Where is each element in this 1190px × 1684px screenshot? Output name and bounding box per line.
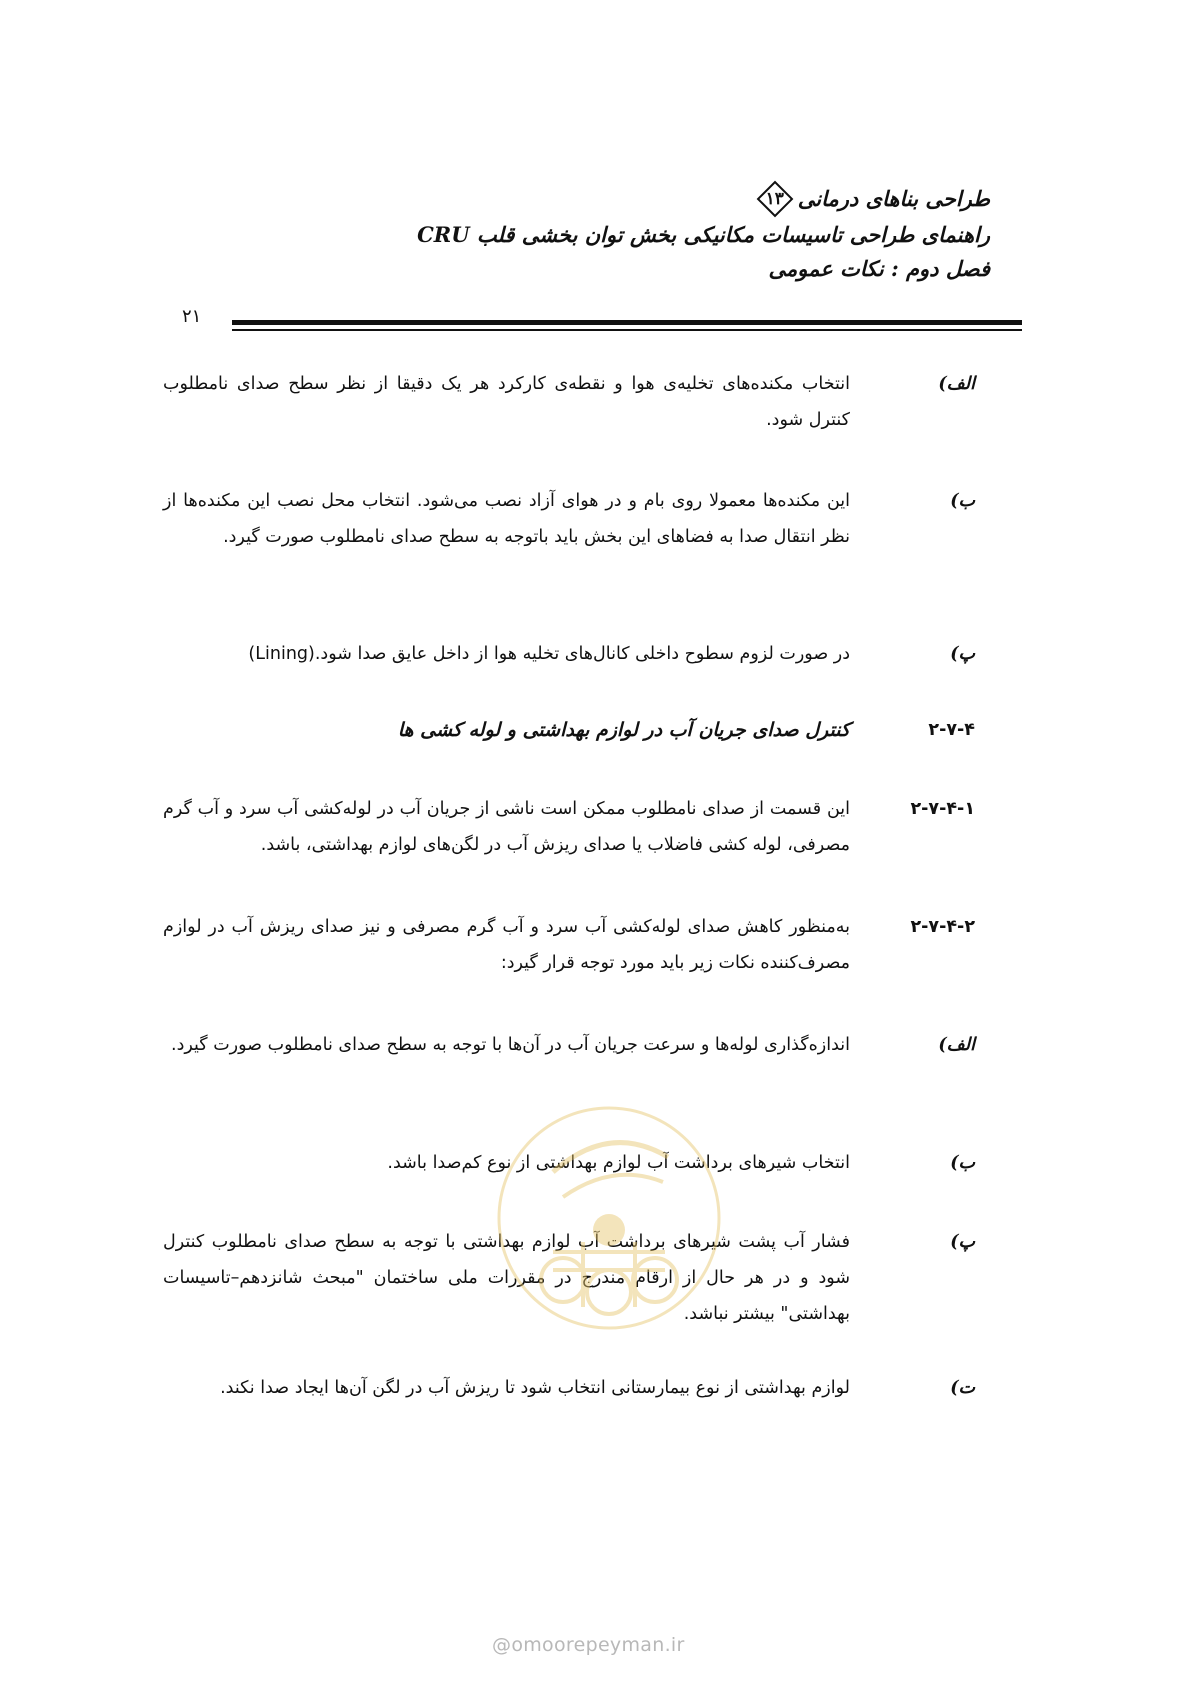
- item-text: انتخاب شیرهای برداشت آب لوازم بهداشتی از نوع کم‌صدا باشد.: [387, 1153, 850, 1173]
- item-text: به‌منظور کاهش صدای لوله‌کشی آب سرد و آب گرم مصرفی و نیز صدای ریزش آب در لوازم مصرف‌کننده نکات زیر باید مورد توجه قرار گیرد:: [163, 917, 850, 973]
- item-label: پ): [950, 1232, 975, 1252]
- list-item: [163, 909, 975, 989]
- watermark-site-text: omoorepeyman.ir: [511, 1634, 685, 1656]
- section-heading: [163, 712, 975, 752]
- page-header: [290, 180, 990, 286]
- watermark-site: [492, 1634, 685, 1656]
- header-rule-thick: [232, 320, 1022, 325]
- series-number: ۱۳: [765, 189, 784, 209]
- header-chapter-title: فصل دوم : نکات عمومی: [768, 256, 990, 281]
- list-item: [163, 791, 975, 871]
- at-icon: @: [492, 1634, 512, 1656]
- item-label: ت): [950, 1378, 975, 1398]
- watermark-logo: [493, 1102, 725, 1334]
- page-number: ۲۱: [182, 306, 202, 327]
- item-text: در صورت لزوم سطوح داخلی کانال‌های تخلیه هوا از داخل عایق صدا شود.(Lining): [248, 644, 850, 664]
- item-text: اندازه‌گذاری لوله‌ها و سرعت جریان آب در آن‌ها با توجه به سطح صدای نامطلوب صورت گیرد.: [171, 1035, 850, 1055]
- header-rule-thin: [232, 329, 1022, 331]
- item-text: لوازم بهداشتی از نوع بیمارستانی انتخاب شود تا ریزش آب در لگن آن‌ها ایجاد صدا نکند.: [220, 1378, 850, 1398]
- item-label: ب): [950, 491, 975, 511]
- item-text: این مکنده‌ها معمولا روی بام و در هوای آزاد نصب می‌شود. انتخاب محل نصب این مکنده‌ها از نظر انتقال صدا به فضاهای این بخش باید باتوجه به سطح صدای نامطلوب صورت گیرد.: [163, 491, 850, 547]
- item-label: ب): [950, 1153, 975, 1173]
- item-label: پ): [950, 644, 975, 664]
- list-item: [163, 483, 975, 593]
- header-series-title: طراحی بناهای درمانی: [797, 186, 990, 211]
- list-item: [163, 1027, 975, 1107]
- item-label: الف): [938, 374, 975, 394]
- header-line-1: [290, 180, 990, 218]
- header-document-title: راهنمای طراحی تاسیسات مکانیکی بخش توان بخشی قلب CRU: [417, 222, 990, 247]
- list-item: [163, 366, 975, 446]
- item-label: الف): [938, 1035, 975, 1055]
- item-number: ۲-۷-۴-۲: [910, 917, 975, 937]
- item-text: انتخاب مکنده‌های تخلیه‌ی هوا و نقطه‌ی کارکرد هر یک دقیقا از نظر سطح صدای نامطلوب کنترل شود.: [163, 374, 850, 430]
- series-number-badge: [756, 180, 794, 218]
- section-title: کنترل صدای جریان آب در لوازم بهداشتی و لوله کشی ها: [397, 719, 850, 741]
- list-item: [163, 1370, 975, 1410]
- item-text: این قسمت از صدای نامطلوب ممکن است ناشی از جریان آب در لوله‌کشی آب سرد و آب گرم مصرفی، لوله کشی فاضلاب یا صدای ریزش آب در لگن‌های لوازم بهداشتی، باشد.: [163, 799, 850, 855]
- item-text: فشار آب پشت شیرهای برداشت آب لوازم بهداشتی با توجه به سطح صدای نامطلوب کنترل شود و در هر حال از ارقام مندرج در مقررات ملی ساختمان "مبحث شانزدهم–تاسیسات بهداشتی" بیشتر نباشد.: [163, 1232, 850, 1324]
- list-item: [163, 636, 975, 676]
- item-number: ۲-۷-۴-۱: [910, 799, 975, 819]
- section-number: ۲-۷-۴: [928, 720, 975, 740]
